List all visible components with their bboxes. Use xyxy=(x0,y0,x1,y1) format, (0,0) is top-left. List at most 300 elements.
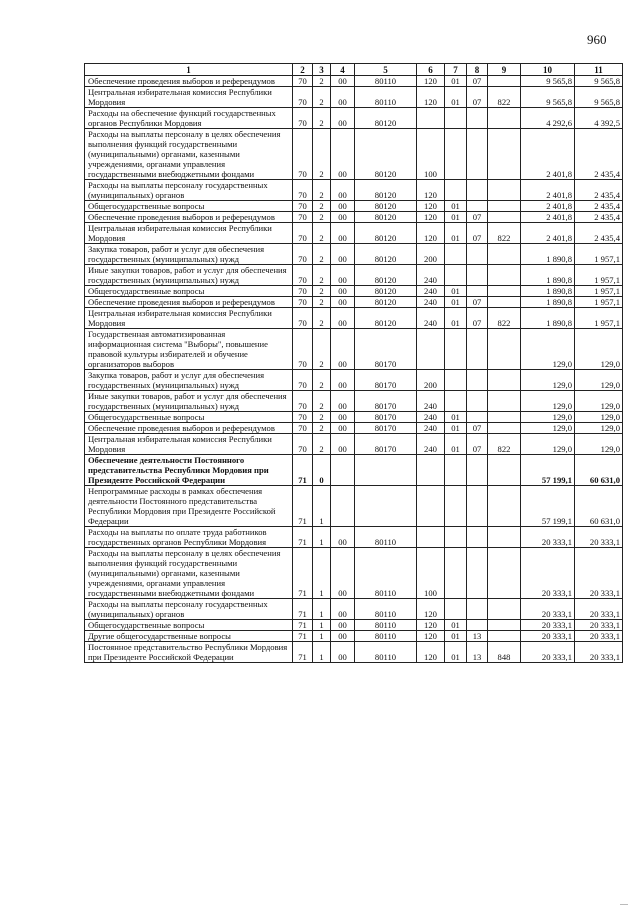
row-label: Закупка товаров, работ и услуг для обеспечения государственных (муниципальных) нужд xyxy=(85,370,293,391)
amount-cell: 20 333,1 xyxy=(575,599,623,620)
column-header: 1 xyxy=(85,64,293,76)
amount-cell: 20 333,1 xyxy=(521,620,575,631)
page-number: 960 xyxy=(587,32,607,47)
table-row xyxy=(85,180,623,201)
code-cell: 00 xyxy=(331,620,355,631)
code-cell: 71 xyxy=(293,599,313,620)
row-label: Иные закупки товаров, работ и услуг для обеспечения государственных (муниципальных) нужд xyxy=(85,265,293,286)
column-header: 6 xyxy=(417,64,445,76)
code-cell xyxy=(417,486,445,527)
code-cell: 07 xyxy=(467,223,488,244)
code-cell: 2 xyxy=(313,180,331,201)
code-cell: 00 xyxy=(331,180,355,201)
code-cell: 100 xyxy=(417,548,445,599)
amount-cell: 57 199,1 xyxy=(521,455,575,486)
code-cell xyxy=(467,180,488,201)
code-cell: 1 xyxy=(313,631,331,642)
code-cell xyxy=(445,527,467,548)
table-row xyxy=(85,599,623,620)
column-header: 8 xyxy=(467,64,488,76)
code-cell: 00 xyxy=(331,434,355,455)
amount-cell: 2 401,8 xyxy=(521,212,575,223)
amount-cell: 9 565,8 xyxy=(521,87,575,108)
row-label: Расходы на выплаты по оплате труда работников государственных органов Республики Мордовия xyxy=(85,527,293,548)
code-cell: 0 xyxy=(313,455,331,486)
code-cell: 00 xyxy=(331,423,355,434)
code-cell xyxy=(331,455,355,486)
code-cell: 240 xyxy=(417,391,445,412)
code-cell: 80120 xyxy=(355,180,417,201)
amount-cell: 1 957,1 xyxy=(575,297,623,308)
amount-cell: 20 333,1 xyxy=(521,631,575,642)
amount-cell: 60 631,0 xyxy=(575,455,623,486)
amount-cell: 129,0 xyxy=(521,370,575,391)
amount-cell: 2 401,8 xyxy=(521,223,575,244)
code-cell: 240 xyxy=(417,286,445,297)
code-cell xyxy=(467,201,488,212)
row-label: Центральная избирательная комиссия Республики Мордовия xyxy=(85,308,293,329)
code-cell: 01 xyxy=(445,423,467,434)
table-row xyxy=(85,434,623,455)
code-cell: 822 xyxy=(488,434,521,455)
code-cell: 01 xyxy=(445,308,467,329)
table-row xyxy=(85,391,623,412)
code-cell: 00 xyxy=(331,370,355,391)
code-cell: 70 xyxy=(293,412,313,423)
amount-cell: 20 333,1 xyxy=(575,527,623,548)
code-cell xyxy=(488,265,521,286)
table-row xyxy=(85,87,623,108)
code-cell xyxy=(417,108,445,129)
code-cell xyxy=(445,108,467,129)
table-row xyxy=(85,548,623,599)
code-cell xyxy=(445,455,467,486)
code-cell: 80170 xyxy=(355,423,417,434)
amount-cell: 20 333,1 xyxy=(575,620,623,631)
code-cell: 2 xyxy=(313,370,331,391)
code-cell: 240 xyxy=(417,434,445,455)
amount-cell: 2 401,8 xyxy=(521,201,575,212)
code-cell: 01 xyxy=(445,76,467,87)
column-header: 11 xyxy=(575,64,623,76)
table-row xyxy=(85,212,623,223)
code-cell: 07 xyxy=(467,297,488,308)
code-cell: 01 xyxy=(445,412,467,423)
amount-cell: 129,0 xyxy=(575,434,623,455)
column-header: 4 xyxy=(331,64,355,76)
code-cell: 07 xyxy=(467,87,488,108)
amount-cell: 129,0 xyxy=(575,423,623,434)
code-cell: 240 xyxy=(417,308,445,329)
code-cell xyxy=(488,620,521,631)
code-cell: 71 xyxy=(293,620,313,631)
code-cell xyxy=(488,244,521,265)
code-cell: 2 xyxy=(313,223,331,244)
table-row xyxy=(85,244,623,265)
code-cell: 01 xyxy=(445,297,467,308)
table-row xyxy=(85,265,623,286)
amount-cell: 1 890,8 xyxy=(521,244,575,265)
code-cell: 1 xyxy=(313,642,331,663)
column-header: 7 xyxy=(445,64,467,76)
code-cell: 1 xyxy=(313,599,331,620)
row-label: Постоянное представительство Республики Мордовия при Президенте Российской Федерации xyxy=(85,642,293,663)
code-cell: 240 xyxy=(417,412,445,423)
column-header: 2 xyxy=(293,64,313,76)
row-label: Центральная избирательная комиссия Республики Мордовия xyxy=(85,223,293,244)
amount-cell: 20 333,1 xyxy=(521,548,575,599)
code-cell: 07 xyxy=(467,423,488,434)
code-cell: 71 xyxy=(293,486,313,527)
code-cell: 70 xyxy=(293,212,313,223)
code-cell: 2 xyxy=(313,423,331,434)
code-cell: 120 xyxy=(417,223,445,244)
code-cell: 07 xyxy=(467,434,488,455)
code-cell: 2 xyxy=(313,391,331,412)
table-row xyxy=(85,286,623,297)
code-cell: 00 xyxy=(331,129,355,180)
code-cell xyxy=(488,212,521,223)
code-cell xyxy=(445,391,467,412)
table-row xyxy=(85,76,623,87)
code-cell: 00 xyxy=(331,223,355,244)
amount-cell: 129,0 xyxy=(521,391,575,412)
amount-cell: 1 957,1 xyxy=(575,244,623,265)
code-cell xyxy=(488,180,521,201)
code-cell xyxy=(467,412,488,423)
table-row xyxy=(85,423,623,434)
amount-cell: 2 401,8 xyxy=(521,180,575,201)
code-cell: 70 xyxy=(293,286,313,297)
row-label: Непрограммные расходы в рамках обеспечения деятельности Постоянного представительства Республики Мордовия при Президенте Российской Федерации xyxy=(85,486,293,527)
amount-cell: 20 333,1 xyxy=(521,527,575,548)
code-cell: 1 xyxy=(313,486,331,527)
code-cell: 00 xyxy=(331,391,355,412)
code-cell: 70 xyxy=(293,180,313,201)
amount-cell: 129,0 xyxy=(521,329,575,370)
code-cell: 2 xyxy=(313,76,331,87)
code-cell: 00 xyxy=(331,599,355,620)
code-cell xyxy=(467,329,488,370)
code-cell: 07 xyxy=(467,76,488,87)
table-row xyxy=(85,486,623,527)
code-cell: 71 xyxy=(293,631,313,642)
code-cell: 01 xyxy=(445,212,467,223)
code-cell: 01 xyxy=(445,434,467,455)
code-cell xyxy=(488,201,521,212)
amount-cell: 129,0 xyxy=(575,412,623,423)
code-cell: 80120 xyxy=(355,129,417,180)
amount-cell: 129,0 xyxy=(521,412,575,423)
code-cell: 2 xyxy=(313,129,331,180)
code-cell xyxy=(467,265,488,286)
column-header: 9 xyxy=(488,64,521,76)
amount-cell: 1 957,1 xyxy=(575,265,623,286)
code-cell xyxy=(417,455,445,486)
amount-cell: 20 333,1 xyxy=(521,599,575,620)
code-cell xyxy=(445,180,467,201)
table-row xyxy=(85,129,623,180)
code-cell: 120 xyxy=(417,642,445,663)
amount-cell: 57 199,1 xyxy=(521,486,575,527)
code-cell: 00 xyxy=(331,308,355,329)
code-cell: 80170 xyxy=(355,412,417,423)
code-cell: 70 xyxy=(293,297,313,308)
code-cell: 120 xyxy=(417,631,445,642)
row-label: Расходы на выплаты персоналу государственных (муниципальных) органов xyxy=(85,599,293,620)
code-cell xyxy=(488,370,521,391)
code-cell: 80170 xyxy=(355,370,417,391)
code-cell xyxy=(488,631,521,642)
code-cell: 80120 xyxy=(355,223,417,244)
code-cell: 1 xyxy=(313,620,331,631)
table-row xyxy=(85,201,623,212)
amount-cell: 129,0 xyxy=(521,423,575,434)
code-cell: 00 xyxy=(331,108,355,129)
code-cell: 2 xyxy=(313,329,331,370)
budget-table xyxy=(84,63,623,663)
row-label: Расходы на выплаты персоналу в целях обеспечения выполнения функций государственными (муниципальными) органами, казенными учреждениями, органами управления государственными внебюджетными фондами xyxy=(85,129,293,180)
row-label: Обеспечение проведения выборов и референдумов xyxy=(85,212,293,223)
amount-cell: 4 292,6 xyxy=(521,108,575,129)
code-cell: 120 xyxy=(417,212,445,223)
table-header xyxy=(85,64,623,76)
code-cell xyxy=(467,244,488,265)
code-cell: 70 xyxy=(293,201,313,212)
code-cell: 120 xyxy=(417,87,445,108)
code-cell xyxy=(488,527,521,548)
code-cell xyxy=(488,391,521,412)
code-cell xyxy=(445,265,467,286)
code-cell: 80120 xyxy=(355,201,417,212)
code-cell: 70 xyxy=(293,87,313,108)
code-cell xyxy=(445,129,467,180)
code-cell: 70 xyxy=(293,308,313,329)
code-cell: 240 xyxy=(417,297,445,308)
code-cell: 70 xyxy=(293,244,313,265)
code-cell: 120 xyxy=(417,76,445,87)
table-row xyxy=(85,329,623,370)
code-cell: 2 xyxy=(313,201,331,212)
row-label: Общегосударственные вопросы xyxy=(85,412,293,423)
code-cell: 00 xyxy=(331,286,355,297)
code-cell xyxy=(445,244,467,265)
code-cell: 01 xyxy=(445,642,467,663)
row-label: Общегосударственные вопросы xyxy=(85,286,293,297)
code-cell xyxy=(467,548,488,599)
code-cell xyxy=(488,423,521,434)
code-cell: 2 xyxy=(313,286,331,297)
code-cell xyxy=(417,329,445,370)
table-row xyxy=(85,370,623,391)
code-cell xyxy=(355,455,417,486)
code-cell: 01 xyxy=(445,87,467,108)
code-cell: 80110 xyxy=(355,76,417,87)
code-cell: 70 xyxy=(293,391,313,412)
code-cell: 200 xyxy=(417,370,445,391)
code-cell: 13 xyxy=(467,642,488,663)
table-body xyxy=(85,76,623,663)
code-cell xyxy=(488,486,521,527)
amount-cell: 20 333,1 xyxy=(521,642,575,663)
code-cell: 01 xyxy=(445,223,467,244)
code-cell: 822 xyxy=(488,87,521,108)
code-cell xyxy=(488,108,521,129)
code-cell: 70 xyxy=(293,265,313,286)
table-row xyxy=(85,455,623,486)
code-cell: 2 xyxy=(313,308,331,329)
code-cell: 00 xyxy=(331,244,355,265)
amount-cell: 2 401,8 xyxy=(521,129,575,180)
code-cell: 71 xyxy=(293,548,313,599)
code-cell: 71 xyxy=(293,642,313,663)
amount-cell: 4 392,5 xyxy=(575,108,623,129)
code-cell: 822 xyxy=(488,223,521,244)
code-cell: 2 xyxy=(313,434,331,455)
code-cell: 01 xyxy=(445,620,467,631)
amount-cell: 1 890,8 xyxy=(521,297,575,308)
code-cell xyxy=(331,486,355,527)
code-cell: 80120 xyxy=(355,244,417,265)
table-row xyxy=(85,297,623,308)
code-cell xyxy=(417,527,445,548)
column-header: 5 xyxy=(355,64,417,76)
amount-cell: 2 435,4 xyxy=(575,212,623,223)
amount-cell: 1 957,1 xyxy=(575,308,623,329)
table-row xyxy=(85,308,623,329)
code-cell: 80110 xyxy=(355,642,417,663)
amount-cell: 20 333,1 xyxy=(575,642,623,663)
code-cell: 80170 xyxy=(355,391,417,412)
amount-cell: 60 631,0 xyxy=(575,486,623,527)
row-label: Расходы на выплаты персоналу государственных (муниципальных) органов xyxy=(85,180,293,201)
code-cell: 80110 xyxy=(355,599,417,620)
amount-cell: 129,0 xyxy=(575,391,623,412)
code-cell: 80110 xyxy=(355,87,417,108)
row-label: Расходы на выплаты персоналу в целях обеспечения выполнения функций государственными (муниципальными) органами, казенными учреждениями, органами управления государственными внебюджетными фондами xyxy=(85,548,293,599)
code-cell: 80170 xyxy=(355,329,417,370)
code-cell: 70 xyxy=(293,223,313,244)
table-row xyxy=(85,620,623,631)
table-row xyxy=(85,527,623,548)
code-cell: 00 xyxy=(331,527,355,548)
row-label: Центральная избирательная комиссия Республики Мордовия xyxy=(85,434,293,455)
code-cell: 80110 xyxy=(355,620,417,631)
code-cell xyxy=(488,286,521,297)
code-cell xyxy=(445,370,467,391)
row-label: Общегосударственные вопросы xyxy=(85,620,293,631)
code-cell: 70 xyxy=(293,129,313,180)
row-label: Обеспечение проведения выборов и референдумов xyxy=(85,297,293,308)
code-cell: 70 xyxy=(293,108,313,129)
code-cell xyxy=(467,286,488,297)
code-cell: 80120 xyxy=(355,212,417,223)
code-cell xyxy=(445,548,467,599)
amount-cell: 9 565,8 xyxy=(521,76,575,87)
code-cell: 80120 xyxy=(355,286,417,297)
code-cell: 80120 xyxy=(355,297,417,308)
code-cell xyxy=(467,599,488,620)
code-cell: 70 xyxy=(293,76,313,87)
code-cell: 80120 xyxy=(355,108,417,129)
code-cell: 2 xyxy=(313,87,331,108)
code-cell: 00 xyxy=(331,642,355,663)
code-cell: 07 xyxy=(467,212,488,223)
code-cell: 80110 xyxy=(355,631,417,642)
amount-cell: 1 890,8 xyxy=(521,286,575,297)
code-cell xyxy=(488,548,521,599)
amount-cell: 9 565,8 xyxy=(575,76,623,87)
code-cell: 120 xyxy=(417,201,445,212)
code-cell xyxy=(488,129,521,180)
amount-cell: 2 435,4 xyxy=(575,201,623,212)
amount-cell: 20 333,1 xyxy=(575,548,623,599)
code-cell: 80120 xyxy=(355,265,417,286)
code-cell xyxy=(467,370,488,391)
code-cell: 80170 xyxy=(355,434,417,455)
row-label: Центральная избирательная комиссия Республики Мордовия xyxy=(85,87,293,108)
code-cell: 01 xyxy=(445,286,467,297)
code-cell: 80110 xyxy=(355,527,417,548)
code-cell xyxy=(488,297,521,308)
table-row xyxy=(85,631,623,642)
code-cell: 00 xyxy=(331,412,355,423)
code-cell: 240 xyxy=(417,423,445,434)
code-cell: 2 xyxy=(313,412,331,423)
code-cell: 120 xyxy=(417,180,445,201)
code-cell: 71 xyxy=(293,455,313,486)
amount-cell: 129,0 xyxy=(575,370,623,391)
code-cell: 2 xyxy=(313,212,331,223)
code-cell: 00 xyxy=(331,212,355,223)
code-cell: 120 xyxy=(417,620,445,631)
code-cell: 200 xyxy=(417,244,445,265)
code-cell: 00 xyxy=(331,329,355,370)
code-cell: 70 xyxy=(293,423,313,434)
row-label: Обеспечение проведения выборов и референдумов xyxy=(85,423,293,434)
code-cell: 70 xyxy=(293,329,313,370)
row-label: Иные закупки товаров, работ и услуг для обеспечения государственных (муниципальных) нужд xyxy=(85,391,293,412)
code-cell xyxy=(488,599,521,620)
code-cell: 1 xyxy=(313,548,331,599)
amount-cell: 1 890,8 xyxy=(521,265,575,286)
row-label: Закупка товаров, работ и услуг для обеспечения государственных (муниципальных) нужд xyxy=(85,244,293,265)
code-cell xyxy=(445,329,467,370)
table-row xyxy=(85,412,623,423)
amount-cell: 20 333,1 xyxy=(575,631,623,642)
code-cell: 00 xyxy=(331,548,355,599)
row-label: Обеспечение деятельности Постоянного представительства Республики Мордовия при Президенте Российской Федерации xyxy=(85,455,293,486)
column-header: 3 xyxy=(313,64,331,76)
code-cell: 00 xyxy=(331,201,355,212)
code-cell xyxy=(488,412,521,423)
code-cell: 100 xyxy=(417,129,445,180)
amount-cell: 9 565,8 xyxy=(575,87,623,108)
code-cell: 822 xyxy=(488,308,521,329)
amount-cell: 129,0 xyxy=(575,329,623,370)
amount-cell: 2 435,4 xyxy=(575,223,623,244)
code-cell xyxy=(467,129,488,180)
code-cell xyxy=(445,486,467,527)
row-label: Обеспечение проведения выборов и референдумов xyxy=(85,76,293,87)
code-cell: 2 xyxy=(313,108,331,129)
code-cell xyxy=(355,486,417,527)
row-label: Государственная автоматизированная информационная система "Выборы", повышение правовой культуры избирателей и обучение организаторов выборов xyxy=(85,329,293,370)
table-row xyxy=(85,223,623,244)
amount-cell: 129,0 xyxy=(521,434,575,455)
amount-cell: 1 890,8 xyxy=(521,308,575,329)
code-cell xyxy=(488,455,521,486)
